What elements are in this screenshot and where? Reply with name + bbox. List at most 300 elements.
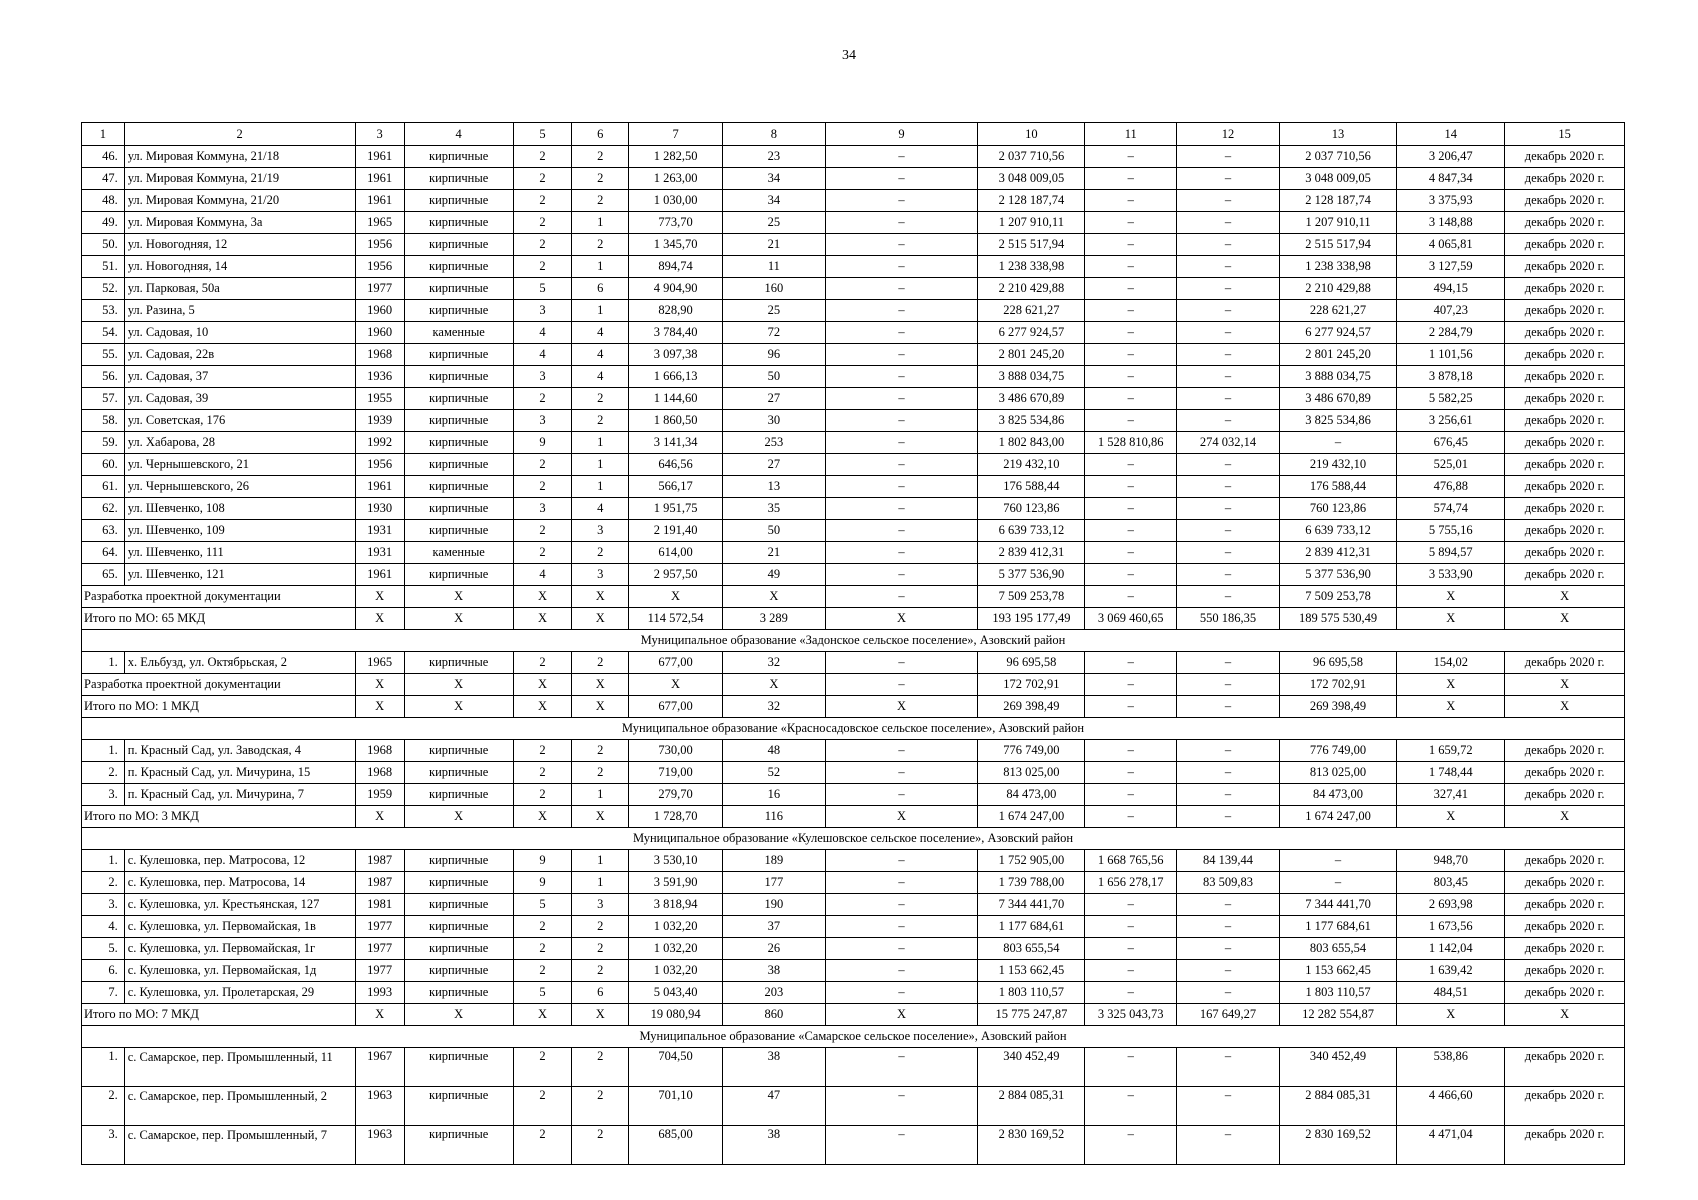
- col9-cell: –: [825, 850, 978, 872]
- total-cost-cell: 2 128 187,74: [978, 190, 1085, 212]
- total-cost-cell: 2 884 085,31: [978, 1087, 1085, 1126]
- material-cell: кирпичные: [404, 256, 513, 278]
- area-cell: 3 591,90: [629, 872, 723, 894]
- date-cell: декабрь 2020 г.: [1505, 432, 1625, 454]
- year-cell: 1936: [355, 366, 404, 388]
- col14-cell: 327,41: [1397, 784, 1505, 806]
- floors-cell: 2: [513, 542, 572, 564]
- floors-cell: 9: [513, 850, 572, 872]
- material-cell: кирпичные: [404, 894, 513, 916]
- col9-cell: –: [825, 190, 978, 212]
- table-row: [82, 762, 1625, 784]
- row-number: 52.: [82, 278, 125, 300]
- summary-cell: Х: [1397, 586, 1505, 608]
- col12-cell: –: [1177, 1048, 1280, 1087]
- date-cell: декабрь 2020 г.: [1505, 520, 1625, 542]
- entrances-cell: 2: [572, 1048, 629, 1087]
- date-cell: декабрь 2020 г.: [1505, 1048, 1625, 1087]
- col11-cell: –: [1085, 410, 1177, 432]
- col11-cell: –: [1085, 322, 1177, 344]
- col14-cell: 803,45: [1397, 872, 1505, 894]
- column-header: 8: [723, 123, 826, 146]
- year-cell: 1956: [355, 256, 404, 278]
- table-row: [82, 432, 1625, 454]
- housing-register-table: [81, 122, 1625, 1165]
- address-cell: с. Самарское, пер. Промышленный, 2: [124, 1087, 355, 1126]
- material-cell: кирпичные: [404, 344, 513, 366]
- col9-cell: –: [825, 762, 978, 784]
- row-number: 54.: [82, 322, 125, 344]
- summary-row: [82, 674, 1625, 696]
- residents-cell: 48: [723, 740, 826, 762]
- total-cost-cell: 1 752 905,00: [978, 850, 1085, 872]
- address-cell: х. Ельбузд, ул. Октябрьская, 2: [124, 652, 355, 674]
- area-cell: 1 030,00: [629, 190, 723, 212]
- col12-cell: –: [1177, 256, 1280, 278]
- col13-cell: 228 621,27: [1279, 300, 1397, 322]
- address-cell: ул. Мировая Коммуна, 3а: [124, 212, 355, 234]
- col14-cell: 5 755,16: [1397, 520, 1505, 542]
- table-row: [82, 982, 1625, 1004]
- summary-cell: Х: [629, 586, 723, 608]
- col13-cell: 760 123,86: [1279, 498, 1397, 520]
- col14-cell: 525,01: [1397, 454, 1505, 476]
- residents-cell: 38: [723, 1126, 826, 1165]
- summary-cell: 1 674 247,00: [1279, 806, 1397, 828]
- summary-cell: Х: [513, 1004, 572, 1026]
- area-cell: 4 904,90: [629, 278, 723, 300]
- table-row: [82, 916, 1625, 938]
- material-cell: кирпичные: [404, 564, 513, 586]
- col9-cell: –: [825, 498, 978, 520]
- year-cell: 1960: [355, 322, 404, 344]
- floors-cell: 2: [513, 256, 572, 278]
- summary-cell: Х: [1397, 674, 1505, 696]
- col12-cell: –: [1177, 278, 1280, 300]
- table-row: [82, 960, 1625, 982]
- total-cost-cell: 813 025,00: [978, 762, 1085, 784]
- material-cell: кирпичные: [404, 234, 513, 256]
- col14-cell: 5 894,57: [1397, 542, 1505, 564]
- address-cell: с. Кулешовка, ул. Первомайская, 1в: [124, 916, 355, 938]
- row-number: 48.: [82, 190, 125, 212]
- table-row: [82, 344, 1625, 366]
- year-cell: 1931: [355, 542, 404, 564]
- floors-cell: 2: [513, 476, 572, 498]
- floors-cell: 2: [513, 960, 572, 982]
- entrances-cell: 3: [572, 564, 629, 586]
- area-cell: 279,70: [629, 784, 723, 806]
- total-cost-cell: 1 803 110,57: [978, 982, 1085, 1004]
- address-cell: п. Красный Сад, ул. Мичурина, 15: [124, 762, 355, 784]
- residents-cell: 34: [723, 168, 826, 190]
- total-cost-cell: 2 037 710,56: [978, 146, 1085, 168]
- row-number: 7.: [82, 982, 125, 1004]
- column-header: 11: [1085, 123, 1177, 146]
- table-row: [82, 938, 1625, 960]
- col11-cell: –: [1085, 564, 1177, 586]
- col11-cell: –: [1085, 256, 1177, 278]
- col13-cell: 803 655,54: [1279, 938, 1397, 960]
- residents-cell: 38: [723, 1048, 826, 1087]
- year-cell: 1961: [355, 190, 404, 212]
- date-cell: декабрь 2020 г.: [1505, 652, 1625, 674]
- col11-cell: –: [1085, 212, 1177, 234]
- col14-cell: 3 878,18: [1397, 366, 1505, 388]
- total-cost-cell: 2 210 429,88: [978, 278, 1085, 300]
- col11-cell: –: [1085, 234, 1177, 256]
- table-row: [82, 520, 1625, 542]
- entrances-cell: 2: [572, 938, 629, 960]
- floors-cell: 2: [513, 190, 572, 212]
- row-number: 60.: [82, 454, 125, 476]
- col14-cell: 2 693,98: [1397, 894, 1505, 916]
- column-header: 6: [572, 123, 629, 146]
- municipality-header-row: [82, 630, 1625, 652]
- col14-cell: 3 127,59: [1397, 256, 1505, 278]
- row-number: 64.: [82, 542, 125, 564]
- summary-cell: –: [1085, 674, 1177, 696]
- total-cost-cell: 5 377 536,90: [978, 564, 1085, 586]
- summary-row: [82, 586, 1625, 608]
- col14-cell: 948,70: [1397, 850, 1505, 872]
- col13-cell: 1 238 338,98: [1279, 256, 1397, 278]
- row-number: 2.: [82, 872, 125, 894]
- summary-cell: 172 702,91: [1279, 674, 1397, 696]
- year-cell: 1939: [355, 410, 404, 432]
- entrances-cell: 1: [572, 476, 629, 498]
- column-header: 15: [1505, 123, 1625, 146]
- residents-cell: 72: [723, 322, 826, 344]
- row-number: 3.: [82, 894, 125, 916]
- summary-cell: –: [1177, 674, 1280, 696]
- summary-row: [82, 696, 1625, 718]
- col12-cell: –: [1177, 542, 1280, 564]
- col11-cell: –: [1085, 476, 1177, 498]
- row-number: 61.: [82, 476, 125, 498]
- summary-cell: Х: [572, 586, 629, 608]
- table-row: [82, 454, 1625, 476]
- summary-label: Итого по МО: 1 МКД: [82, 696, 356, 718]
- summary-cell: Х: [629, 674, 723, 696]
- col14-cell: 538,86: [1397, 1048, 1505, 1087]
- address-cell: ул. Разина, 5: [124, 300, 355, 322]
- summary-cell: Х: [355, 608, 404, 630]
- table-row: [82, 190, 1625, 212]
- summary-cell: 167 649,27: [1177, 1004, 1280, 1026]
- residents-cell: 25: [723, 212, 826, 234]
- col9-cell: –: [825, 520, 978, 542]
- area-cell: 730,00: [629, 740, 723, 762]
- summary-cell: 172 702,91: [978, 674, 1085, 696]
- summary-row: [82, 1004, 1625, 1026]
- table-row: [82, 168, 1625, 190]
- table-row: [82, 850, 1625, 872]
- total-cost-cell: 7 344 441,70: [978, 894, 1085, 916]
- floors-cell: 4: [513, 564, 572, 586]
- col9-cell: –: [825, 938, 978, 960]
- residents-cell: 96: [723, 344, 826, 366]
- row-number: 3.: [82, 784, 125, 806]
- entrances-cell: 2: [572, 960, 629, 982]
- date-cell: декабрь 2020 г.: [1505, 850, 1625, 872]
- col11-cell: –: [1085, 366, 1177, 388]
- area-cell: 1 666,13: [629, 366, 723, 388]
- total-cost-cell: 3 888 034,75: [978, 366, 1085, 388]
- col12-cell: –: [1177, 454, 1280, 476]
- residents-cell: 50: [723, 520, 826, 542]
- municipality-title: Муниципальное образование «Самарское сельское поселение», Азовский район: [82, 1026, 1625, 1048]
- area-cell: 3 818,94: [629, 894, 723, 916]
- material-cell: кирпичные: [404, 784, 513, 806]
- address-cell: ул. Парковая, 50а: [124, 278, 355, 300]
- year-cell: 1963: [355, 1126, 404, 1165]
- area-cell: 566,17: [629, 476, 723, 498]
- year-cell: 1987: [355, 872, 404, 894]
- summary-cell: Х: [404, 696, 513, 718]
- summary-cell: Х: [723, 586, 826, 608]
- year-cell: 1965: [355, 212, 404, 234]
- col14-cell: 5 582,25: [1397, 388, 1505, 410]
- summary-label: Итого по МО: 3 МКД: [82, 806, 356, 828]
- summary-cell: Х: [825, 806, 978, 828]
- row-number: 59.: [82, 432, 125, 454]
- summary-cell: Х: [825, 696, 978, 718]
- col12-cell: –: [1177, 476, 1280, 498]
- total-cost-cell: 1 739 788,00: [978, 872, 1085, 894]
- address-cell: ул. Шевченко, 121: [124, 564, 355, 586]
- floors-cell: 2: [513, 938, 572, 960]
- row-number: 1.: [82, 740, 125, 762]
- year-cell: 1961: [355, 168, 404, 190]
- col13-cell: 3 825 534,86: [1279, 410, 1397, 432]
- col14-cell: 407,23: [1397, 300, 1505, 322]
- col9-cell: –: [825, 652, 978, 674]
- residents-cell: 32: [723, 652, 826, 674]
- col13-cell: 2 839 412,31: [1279, 542, 1397, 564]
- summary-cell: Х: [1505, 696, 1625, 718]
- col12-cell: –: [1177, 498, 1280, 520]
- summary-row: [82, 806, 1625, 828]
- date-cell: декабрь 2020 г.: [1505, 300, 1625, 322]
- residents-cell: 13: [723, 476, 826, 498]
- col14-cell: 676,45: [1397, 432, 1505, 454]
- entrances-cell: 2: [572, 916, 629, 938]
- column-header: 10: [978, 123, 1085, 146]
- col13-cell: 219 432,10: [1279, 454, 1397, 476]
- date-cell: декабрь 2020 г.: [1505, 784, 1625, 806]
- year-cell: 1977: [355, 916, 404, 938]
- summary-cell: Х: [1397, 806, 1505, 828]
- row-number: 49.: [82, 212, 125, 234]
- entrances-cell: 1: [572, 872, 629, 894]
- date-cell: декабрь 2020 г.: [1505, 1126, 1625, 1165]
- material-cell: кирпичные: [404, 168, 513, 190]
- col9-cell: –: [825, 1048, 978, 1087]
- year-cell: 1959: [355, 784, 404, 806]
- summary-cell: 12 282 554,87: [1279, 1004, 1397, 1026]
- entrances-cell: 1: [572, 256, 629, 278]
- total-cost-cell: 1 153 662,45: [978, 960, 1085, 982]
- date-cell: декабрь 2020 г.: [1505, 542, 1625, 564]
- summary-cell: Х: [572, 806, 629, 828]
- address-cell: с. Кулешовка, ул. Первомайская, 1д: [124, 960, 355, 982]
- residents-cell: 21: [723, 542, 826, 564]
- summary-cell: Х: [1397, 608, 1505, 630]
- summary-cell: Х: [513, 806, 572, 828]
- address-cell: ул. Чернышевского, 21: [124, 454, 355, 476]
- residents-cell: 27: [723, 454, 826, 476]
- col12-cell: –: [1177, 344, 1280, 366]
- entrances-cell: 2: [572, 1126, 629, 1165]
- table-row: [82, 652, 1625, 674]
- col13-cell: 2 210 429,88: [1279, 278, 1397, 300]
- table-row: [82, 498, 1625, 520]
- column-header: 4: [404, 123, 513, 146]
- date-cell: декабрь 2020 г.: [1505, 212, 1625, 234]
- material-cell: кирпичные: [404, 146, 513, 168]
- col13-cell: 6 639 733,12: [1279, 520, 1397, 542]
- area-cell: 5 043,40: [629, 982, 723, 1004]
- total-cost-cell: 219 432,10: [978, 454, 1085, 476]
- residents-cell: 27: [723, 388, 826, 410]
- col11-cell: –: [1085, 916, 1177, 938]
- summary-cell: 19 080,94: [629, 1004, 723, 1026]
- row-number: 56.: [82, 366, 125, 388]
- summary-cell: Х: [1397, 1004, 1505, 1026]
- area-cell: 1 345,70: [629, 234, 723, 256]
- col13-cell: 84 473,00: [1279, 784, 1397, 806]
- date-cell: декабрь 2020 г.: [1505, 344, 1625, 366]
- col12-cell: –: [1177, 366, 1280, 388]
- date-cell: декабрь 2020 г.: [1505, 1087, 1625, 1126]
- row-number: 2.: [82, 1087, 125, 1126]
- row-number: 1.: [82, 850, 125, 872]
- entrances-cell: 3: [572, 894, 629, 916]
- year-cell: 1963: [355, 1087, 404, 1126]
- col9-cell: –: [825, 146, 978, 168]
- table-row: [82, 1126, 1625, 1165]
- summary-cell: –: [1085, 586, 1177, 608]
- area-cell: 704,50: [629, 1048, 723, 1087]
- column-header: 1: [82, 123, 125, 146]
- row-number: 50.: [82, 234, 125, 256]
- row-number: 62.: [82, 498, 125, 520]
- date-cell: декабрь 2020 г.: [1505, 322, 1625, 344]
- col11-cell: –: [1085, 762, 1177, 784]
- col13-cell: 2 037 710,56: [1279, 146, 1397, 168]
- residents-cell: 50: [723, 366, 826, 388]
- col12-cell: –: [1177, 784, 1280, 806]
- summary-cell: –: [1085, 806, 1177, 828]
- residents-cell: 253: [723, 432, 826, 454]
- row-number: 6.: [82, 960, 125, 982]
- col12-cell: –: [1177, 520, 1280, 542]
- col13-cell: –: [1279, 872, 1397, 894]
- summary-cell: 860: [723, 1004, 826, 1026]
- summary-cell: Х: [723, 674, 826, 696]
- floors-cell: 2: [513, 146, 572, 168]
- address-cell: ул. Мировая Коммуна, 21/19: [124, 168, 355, 190]
- table-row: [82, 894, 1625, 916]
- date-cell: декабрь 2020 г.: [1505, 366, 1625, 388]
- date-cell: декабрь 2020 г.: [1505, 762, 1625, 784]
- col11-cell: –: [1085, 1048, 1177, 1087]
- year-cell: 1977: [355, 960, 404, 982]
- residents-cell: 177: [723, 872, 826, 894]
- address-cell: ул. Садовая, 22в: [124, 344, 355, 366]
- area-cell: 3 141,34: [629, 432, 723, 454]
- summary-label: Итого по МО: 7 МКД: [82, 1004, 356, 1026]
- table-row: [82, 212, 1625, 234]
- entrances-cell: 2: [572, 190, 629, 212]
- summary-cell: 7 509 253,78: [1279, 586, 1397, 608]
- summary-cell: –: [1177, 586, 1280, 608]
- col14-cell: 1 101,56: [1397, 344, 1505, 366]
- entrances-cell: 2: [572, 652, 629, 674]
- summary-cell: Х: [404, 608, 513, 630]
- total-cost-cell: 1 802 843,00: [978, 432, 1085, 454]
- table-row: [82, 476, 1625, 498]
- municipality-title: Муниципальное образование «Кулешовское сельское поселение», Азовский район: [82, 828, 1625, 850]
- table-row: [82, 256, 1625, 278]
- total-cost-cell: 84 473,00: [978, 784, 1085, 806]
- table-row: [82, 542, 1625, 564]
- summary-label: Разработка проектной документации: [82, 674, 356, 696]
- col11-cell: –: [1085, 498, 1177, 520]
- summary-cell: Х: [1505, 608, 1625, 630]
- entrances-cell: 4: [572, 498, 629, 520]
- col14-cell: 2 284,79: [1397, 322, 1505, 344]
- row-number: 65.: [82, 564, 125, 586]
- total-cost-cell: 760 123,86: [978, 498, 1085, 520]
- col12-cell: 84 139,44: [1177, 850, 1280, 872]
- col13-cell: 2 830 169,52: [1279, 1126, 1397, 1165]
- table-row: [82, 872, 1625, 894]
- summary-cell: Х: [572, 696, 629, 718]
- summary-cell: Х: [513, 586, 572, 608]
- column-number-row: [82, 123, 1625, 146]
- material-cell: кирпичные: [404, 520, 513, 542]
- floors-cell: 2: [513, 454, 572, 476]
- residents-cell: 47: [723, 1087, 826, 1126]
- address-cell: ул. Хабарова, 28: [124, 432, 355, 454]
- col11-cell: –: [1085, 520, 1177, 542]
- year-cell: 1931: [355, 520, 404, 542]
- col13-cell: 340 452,49: [1279, 1048, 1397, 1087]
- col13-cell: 813 025,00: [1279, 762, 1397, 784]
- material-cell: кирпичные: [404, 960, 513, 982]
- year-cell: 1992: [355, 432, 404, 454]
- summary-cell: 1 728,70: [629, 806, 723, 828]
- residents-cell: 37: [723, 916, 826, 938]
- year-cell: 1968: [355, 762, 404, 784]
- summary-cell: Х: [513, 674, 572, 696]
- date-cell: декабрь 2020 г.: [1505, 916, 1625, 938]
- col13-cell: 7 344 441,70: [1279, 894, 1397, 916]
- area-cell: 3 530,10: [629, 850, 723, 872]
- col9-cell: –: [825, 982, 978, 1004]
- table-row: [82, 388, 1625, 410]
- col11-cell: 1 668 765,56: [1085, 850, 1177, 872]
- date-cell: декабрь 2020 г.: [1505, 410, 1625, 432]
- col13-cell: 3 888 034,75: [1279, 366, 1397, 388]
- summary-cell: 1 674 247,00: [978, 806, 1085, 828]
- col12-cell: 83 509,83: [1177, 872, 1280, 894]
- entrances-cell: 2: [572, 1087, 629, 1126]
- floors-cell: 4: [513, 344, 572, 366]
- col12-cell: –: [1177, 762, 1280, 784]
